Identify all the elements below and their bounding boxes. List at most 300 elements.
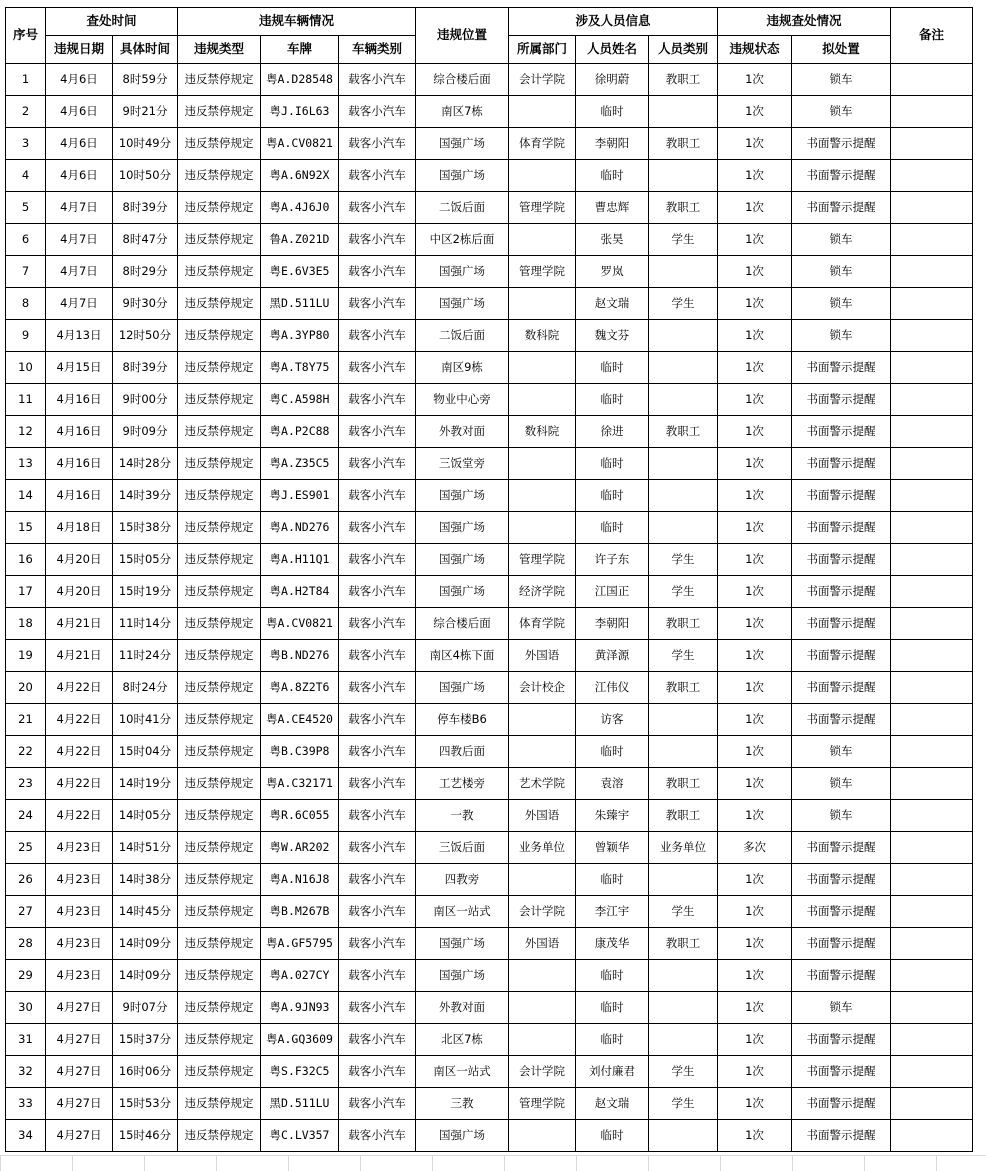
cell-time[interactable]: 10时41分 [113,704,178,736]
cell-person-type[interactable] [649,736,718,768]
cell-type[interactable]: 违反禁停规定 [178,544,261,576]
cell-action[interactable]: 锁车 [792,320,891,352]
cell-seq[interactable]: 18 [6,608,46,640]
cell-action[interactable]: 锁车 [792,736,891,768]
cell-person-type[interactable]: 学生 [649,1088,718,1120]
cell-plate[interactable]: 粤A.9JN93 [261,992,339,1024]
cell-plate[interactable]: 粤A.C32171 [261,768,339,800]
cell-remark[interactable] [891,640,973,672]
cell-location[interactable]: 国强广场 [416,288,509,320]
cell-time[interactable]: 15时53分 [113,1088,178,1120]
cell-remark[interactable] [891,256,973,288]
cell-type[interactable]: 违反禁停规定 [178,864,261,896]
cell-plate[interactable]: 粤A.H2T84 [261,576,339,608]
cell-location[interactable]: 一教 [416,800,509,832]
cell-vehicle-type[interactable]: 载客小汽车 [339,1120,416,1152]
cell-status[interactable]: 1次 [718,128,792,160]
cell-type[interactable]: 违反禁停规定 [178,896,261,928]
cell-name[interactable]: 临时 [576,96,649,128]
cell-remark[interactable] [891,704,973,736]
cell-time[interactable]: 8时39分 [113,192,178,224]
cell-action[interactable]: 书面警示提醒 [792,1088,891,1120]
cell-name[interactable]: 康茂华 [576,928,649,960]
cell-location[interactable]: 三饭堂旁 [416,448,509,480]
cell-plate[interactable]: 粤J.I6L63 [261,96,339,128]
cell-dept[interactable]: 管理学院 [509,192,576,224]
cell-remark[interactable] [891,512,973,544]
cell-time[interactable]: 14时39分 [113,480,178,512]
cell-status[interactable]: 1次 [718,160,792,192]
cell-location[interactable]: 国强广场 [416,160,509,192]
cell-name[interactable]: 临时 [576,384,649,416]
cell-type[interactable]: 违反禁停规定 [178,320,261,352]
cell-person-type[interactable] [649,992,718,1024]
cell-location[interactable]: 国强广场 [416,576,509,608]
cell-time[interactable]: 9时00分 [113,384,178,416]
cell-seq[interactable]: 13 [6,448,46,480]
cell-dept[interactable]: 外国语 [509,800,576,832]
cell-remark[interactable] [891,992,973,1024]
cell-remark[interactable] [891,896,973,928]
cell-action[interactable]: 锁车 [792,64,891,96]
cell-name[interactable]: 袁溶 [576,768,649,800]
cell-person-type[interactable]: 教职工 [649,416,718,448]
cell-person-type[interactable]: 教职工 [649,800,718,832]
cell-time[interactable]: 14时05分 [113,800,178,832]
cell-date[interactable]: 4月23日 [46,832,113,864]
cell-action[interactable]: 书面警示提醒 [792,672,891,704]
cell-location[interactable]: 南区一站式 [416,896,509,928]
cell-location[interactable]: 二饭后面 [416,320,509,352]
cell-seq[interactable]: 11 [6,384,46,416]
cell-plate[interactable]: 粤B.M267B [261,896,339,928]
cell-time[interactable]: 9时07分 [113,992,178,1024]
cell-name[interactable]: 赵文瑞 [576,288,649,320]
cell-action[interactable]: 书面警示提醒 [792,352,891,384]
cell-vehicle-type[interactable]: 载客小汽车 [339,928,416,960]
cell-dept[interactable] [509,288,576,320]
cell-status[interactable]: 多次 [718,832,792,864]
cell-remark[interactable] [891,320,973,352]
cell-remark[interactable] [891,416,973,448]
cell-date[interactable]: 4月22日 [46,736,113,768]
cell-plate[interactable]: 粤A.8Z2T6 [261,672,339,704]
cell-dept[interactable] [509,384,576,416]
cell-seq[interactable]: 15 [6,512,46,544]
cell-seq[interactable]: 6 [6,224,46,256]
cell-name[interactable]: 许子东 [576,544,649,576]
cell-location[interactable]: 三教 [416,1088,509,1120]
cell-location[interactable]: 国强广场 [416,960,509,992]
cell-dept[interactable]: 数科院 [509,320,576,352]
cell-action[interactable]: 书面警示提醒 [792,1024,891,1056]
cell-time[interactable]: 8时24分 [113,672,178,704]
cell-type[interactable]: 违反禁停规定 [178,1056,261,1088]
cell-date[interactable]: 4月6日 [46,160,113,192]
cell-seq[interactable]: 3 [6,128,46,160]
cell-type[interactable]: 违反禁停规定 [178,480,261,512]
cell-person-type[interactable] [649,864,718,896]
cell-plate[interactable]: 粤E.6V3E5 [261,256,339,288]
cell-vehicle-type[interactable]: 载客小汽车 [339,192,416,224]
cell-person-type[interactable]: 学生 [649,544,718,576]
cell-type[interactable]: 违反禁停规定 [178,224,261,256]
cell-plate[interactable]: 粤B.C39P8 [261,736,339,768]
cell-type[interactable]: 违反禁停规定 [178,608,261,640]
cell-dept[interactable]: 会计校企 [509,672,576,704]
cell-date[interactable]: 4月7日 [46,192,113,224]
cell-vehicle-type[interactable]: 载客小汽车 [339,672,416,704]
cell-vehicle-type[interactable]: 载客小汽车 [339,320,416,352]
cell-type[interactable]: 违反禁停规定 [178,768,261,800]
cell-date[interactable]: 4月21日 [46,608,113,640]
cell-name[interactable]: 江国正 [576,576,649,608]
cell-seq[interactable]: 9 [6,320,46,352]
cell-remark[interactable] [891,832,973,864]
cell-plate[interactable]: 鲁A.Z021D [261,224,339,256]
cell-name[interactable]: 临时 [576,864,649,896]
cell-name[interactable]: 黄泽源 [576,640,649,672]
cell-time[interactable]: 8时59分 [113,64,178,96]
cell-action[interactable]: 书面警示提醒 [792,608,891,640]
cell-plate[interactable]: 粤A.CE4520 [261,704,339,736]
cell-time[interactable]: 14时09分 [113,960,178,992]
cell-vehicle-type[interactable]: 载客小汽车 [339,64,416,96]
cell-location[interactable]: 国强广场 [416,928,509,960]
cell-seq[interactable]: 26 [6,864,46,896]
cell-name[interactable]: 魏文芬 [576,320,649,352]
cell-action[interactable]: 书面警示提醒 [792,1120,891,1152]
cell-date[interactable]: 4月13日 [46,320,113,352]
cell-type[interactable]: 违反禁停规定 [178,576,261,608]
cell-status[interactable]: 1次 [718,512,792,544]
cell-location[interactable]: 工艺楼旁 [416,768,509,800]
cell-time[interactable]: 8时39分 [113,352,178,384]
cell-vehicle-type[interactable]: 载客小汽车 [339,480,416,512]
cell-plate[interactable]: 粤A.P2C88 [261,416,339,448]
cell-date[interactable]: 4月16日 [46,416,113,448]
cell-name[interactable]: 临时 [576,1120,649,1152]
cell-name[interactable]: 李朝阳 [576,608,649,640]
cell-action[interactable]: 书面警示提醒 [792,704,891,736]
cell-dept[interactable]: 业务单位 [509,832,576,864]
cell-seq[interactable]: 20 [6,672,46,704]
cell-person-type[interactable]: 业务单位 [649,832,718,864]
cell-person-type[interactable]: 学生 [649,896,718,928]
cell-plate[interactable]: 粤A.CV0821 [261,128,339,160]
cell-person-type[interactable] [649,480,718,512]
cell-type[interactable]: 违反禁停规定 [178,928,261,960]
cell-vehicle-type[interactable]: 载客小汽车 [339,544,416,576]
cell-seq[interactable]: 32 [6,1056,46,1088]
cell-seq[interactable]: 33 [6,1088,46,1120]
cell-vehicle-type[interactable]: 载客小汽车 [339,864,416,896]
cell-location[interactable]: 物业中心旁 [416,384,509,416]
cell-dept[interactable]: 管理学院 [509,256,576,288]
cell-person-type[interactable] [649,352,718,384]
cell-date[interactable]: 4月7日 [46,256,113,288]
cell-remark[interactable] [891,576,973,608]
cell-type[interactable]: 违反禁停规定 [178,1088,261,1120]
cell-date[interactable]: 4月21日 [46,640,113,672]
cell-dept[interactable]: 会计学院 [509,1056,576,1088]
cell-status[interactable]: 1次 [718,480,792,512]
cell-status[interactable]: 1次 [718,576,792,608]
cell-status[interactable]: 1次 [718,608,792,640]
cell-time[interactable]: 11时14分 [113,608,178,640]
cell-remark[interactable] [891,160,973,192]
cell-name[interactable]: 李江宇 [576,896,649,928]
cell-date[interactable]: 4月27日 [46,1120,113,1152]
cell-status[interactable]: 1次 [718,224,792,256]
cell-vehicle-type[interactable]: 载客小汽车 [339,800,416,832]
cell-status[interactable]: 1次 [718,1088,792,1120]
cell-status[interactable]: 1次 [718,320,792,352]
cell-action[interactable]: 锁车 [792,96,891,128]
cell-date[interactable]: 4月22日 [46,768,113,800]
cell-remark[interactable] [891,768,973,800]
cell-person-type[interactable] [649,1024,718,1056]
cell-seq[interactable]: 19 [6,640,46,672]
cell-person-type[interactable]: 学生 [649,1056,718,1088]
cell-status[interactable]: 1次 [718,800,792,832]
cell-name[interactable]: 临时 [576,448,649,480]
cell-seq[interactable]: 1 [6,64,46,96]
cell-seq[interactable]: 10 [6,352,46,384]
cell-person-type[interactable] [649,320,718,352]
cell-time[interactable]: 16时06分 [113,1056,178,1088]
cell-plate[interactable]: 粤B.ND276 [261,640,339,672]
cell-time[interactable]: 15时05分 [113,544,178,576]
cell-action[interactable]: 书面警示提醒 [792,928,891,960]
cell-remark[interactable] [891,864,973,896]
cell-date[interactable]: 4月27日 [46,1024,113,1056]
cell-remark[interactable] [891,544,973,576]
cell-dept[interactable] [509,224,576,256]
cell-date[interactable]: 4月27日 [46,1088,113,1120]
cell-status[interactable]: 1次 [718,704,792,736]
cell-dept[interactable] [509,1024,576,1056]
cell-dept[interactable] [509,160,576,192]
cell-date[interactable]: 4月6日 [46,96,113,128]
cell-vehicle-type[interactable]: 载客小汽车 [339,160,416,192]
cell-dept[interactable]: 经济学院 [509,576,576,608]
cell-plate[interactable]: 粤C.LV357 [261,1120,339,1152]
cell-location[interactable]: 综合楼后面 [416,608,509,640]
cell-person-type[interactable] [649,512,718,544]
cell-person-type[interactable]: 教职工 [649,768,718,800]
cell-action[interactable]: 锁车 [792,288,891,320]
cell-person-type[interactable]: 学生 [649,288,718,320]
cell-status[interactable]: 1次 [718,768,792,800]
cell-date[interactable]: 4月7日 [46,288,113,320]
cell-type[interactable]: 违反禁停规定 [178,640,261,672]
cell-name[interactable]: 曾颖华 [576,832,649,864]
cell-type[interactable]: 违反禁停规定 [178,256,261,288]
cell-plate[interactable]: 粤A.T8Y75 [261,352,339,384]
cell-plate[interactable]: 黑D.511LU [261,1088,339,1120]
cell-vehicle-type[interactable]: 载客小汽车 [339,256,416,288]
cell-location[interactable]: 综合楼后面 [416,64,509,96]
cell-seq[interactable]: 21 [6,704,46,736]
cell-person-type[interactable]: 教职工 [649,192,718,224]
cell-dept[interactable]: 会计学院 [509,64,576,96]
cell-vehicle-type[interactable]: 载客小汽车 [339,640,416,672]
cell-status[interactable]: 1次 [718,1056,792,1088]
cell-person-type[interactable] [649,384,718,416]
cell-remark[interactable] [891,800,973,832]
cell-date[interactable]: 4月23日 [46,928,113,960]
cell-vehicle-type[interactable]: 载客小汽车 [339,512,416,544]
cell-date[interactable]: 4月23日 [46,960,113,992]
cell-time[interactable]: 14时19分 [113,768,178,800]
cell-plate[interactable]: 粤A.H11Q1 [261,544,339,576]
cell-date[interactable]: 4月20日 [46,576,113,608]
cell-type[interactable]: 违反禁停规定 [178,384,261,416]
cell-seq[interactable]: 29 [6,960,46,992]
cell-dept[interactable] [509,960,576,992]
cell-type[interactable]: 违反禁停规定 [178,416,261,448]
cell-vehicle-type[interactable]: 载客小汽车 [339,416,416,448]
cell-status[interactable]: 1次 [718,352,792,384]
cell-time[interactable]: 10时50分 [113,160,178,192]
cell-dept[interactable]: 体育学院 [509,128,576,160]
cell-vehicle-type[interactable]: 载客小汽车 [339,576,416,608]
cell-date[interactable]: 4月16日 [46,448,113,480]
cell-location[interactable]: 南区4栋下面 [416,640,509,672]
cell-remark[interactable] [891,480,973,512]
cell-location[interactable]: 南区9栋 [416,352,509,384]
cell-time[interactable]: 14时28分 [113,448,178,480]
cell-vehicle-type[interactable]: 载客小汽车 [339,352,416,384]
cell-action[interactable]: 书面警示提醒 [792,896,891,928]
cell-dept[interactable] [509,704,576,736]
cell-plate[interactable]: 粤A.027CY [261,960,339,992]
cell-remark[interactable] [891,448,973,480]
cell-vehicle-type[interactable]: 载客小汽车 [339,224,416,256]
cell-type[interactable]: 违反禁停规定 [178,960,261,992]
cell-status[interactable]: 1次 [718,960,792,992]
cell-seq[interactable]: 31 [6,1024,46,1056]
cell-status[interactable]: 1次 [718,64,792,96]
cell-time[interactable]: 8时29分 [113,256,178,288]
cell-seq[interactable]: 28 [6,928,46,960]
cell-dept[interactable]: 管理学院 [509,544,576,576]
cell-person-type[interactable] [649,960,718,992]
cell-type[interactable]: 违反禁停规定 [178,352,261,384]
cell-location[interactable]: 国强广场 [416,672,509,704]
cell-remark[interactable] [891,1056,973,1088]
cell-name[interactable]: 张昊 [576,224,649,256]
cell-dept[interactable] [509,736,576,768]
cell-seq[interactable]: 24 [6,800,46,832]
cell-dept[interactable] [509,352,576,384]
cell-seq[interactable]: 7 [6,256,46,288]
cell-vehicle-type[interactable]: 载客小汽车 [339,96,416,128]
cell-type[interactable]: 违反禁停规定 [178,832,261,864]
cell-person-type[interactable] [649,704,718,736]
cell-vehicle-type[interactable]: 载客小汽车 [339,960,416,992]
cell-location[interactable]: 中区2栋后面 [416,224,509,256]
cell-vehicle-type[interactable]: 载客小汽车 [339,1088,416,1120]
cell-remark[interactable] [891,288,973,320]
cell-date[interactable]: 4月18日 [46,512,113,544]
cell-name[interactable]: 临时 [576,992,649,1024]
cell-location[interactable]: 南区7栋 [416,96,509,128]
cell-action[interactable]: 书面警示提醒 [792,960,891,992]
cell-date[interactable]: 4月20日 [46,544,113,576]
cell-time[interactable]: 15时38分 [113,512,178,544]
cell-person-type[interactable]: 教职工 [649,928,718,960]
cell-dept[interactable]: 数科院 [509,416,576,448]
cell-vehicle-type[interactable]: 载客小汽车 [339,896,416,928]
cell-status[interactable]: 1次 [718,864,792,896]
cell-type[interactable]: 违反禁停规定 [178,800,261,832]
cell-status[interactable]: 1次 [718,928,792,960]
cell-remark[interactable] [891,1024,973,1056]
cell-dept[interactable]: 体育学院 [509,608,576,640]
cell-type[interactable]: 违反禁停规定 [178,448,261,480]
cell-seq[interactable]: 12 [6,416,46,448]
cell-plate[interactable]: 粤A.6N92X [261,160,339,192]
cell-name[interactable]: 徐明蔚 [576,64,649,96]
cell-time[interactable]: 14时51分 [113,832,178,864]
cell-type[interactable]: 违反禁停规定 [178,96,261,128]
cell-location[interactable]: 二饭后面 [416,192,509,224]
cell-dept[interactable]: 外国语 [509,640,576,672]
cell-name[interactable]: 临时 [576,512,649,544]
cell-location[interactable]: 停车楼B6 [416,704,509,736]
cell-type[interactable]: 违反禁停规定 [178,192,261,224]
cell-type[interactable]: 违反禁停规定 [178,128,261,160]
cell-plate[interactable]: 粤A.GF5795 [261,928,339,960]
cell-name[interactable]: 曹忠辉 [576,192,649,224]
cell-plate[interactable]: 粤A.ND276 [261,512,339,544]
cell-action[interactable]: 书面警示提醒 [792,832,891,864]
cell-remark[interactable] [891,352,973,384]
cell-time[interactable]: 11时24分 [113,640,178,672]
cell-name[interactable]: 李朝阳 [576,128,649,160]
cell-status[interactable]: 1次 [718,416,792,448]
cell-vehicle-type[interactable]: 载客小汽车 [339,384,416,416]
cell-location[interactable]: 四教旁 [416,864,509,896]
cell-location[interactable]: 国强广场 [416,512,509,544]
cell-status[interactable]: 1次 [718,96,792,128]
cell-date[interactable]: 4月27日 [46,1056,113,1088]
cell-remark[interactable] [891,608,973,640]
cell-remark[interactable] [891,928,973,960]
cell-vehicle-type[interactable]: 载客小汽车 [339,608,416,640]
cell-action[interactable]: 锁车 [792,800,891,832]
cell-dept[interactable]: 外国语 [509,928,576,960]
cell-person-type[interactable]: 教职工 [649,608,718,640]
cell-status[interactable]: 1次 [718,736,792,768]
cell-status[interactable]: 1次 [718,1120,792,1152]
cell-action[interactable]: 书面警示提醒 [792,128,891,160]
cell-name[interactable]: 临时 [576,736,649,768]
cell-person-type[interactable]: 学生 [649,224,718,256]
cell-name[interactable]: 临时 [576,160,649,192]
cell-status[interactable]: 1次 [718,384,792,416]
cell-status[interactable]: 1次 [718,544,792,576]
cell-location[interactable]: 国强广场 [416,1120,509,1152]
cell-action[interactable]: 书面警示提醒 [792,192,891,224]
cell-plate[interactable]: 粤J.ES901 [261,480,339,512]
cell-action[interactable]: 书面警示提醒 [792,480,891,512]
cell-time[interactable]: 10时49分 [113,128,178,160]
cell-date[interactable]: 4月16日 [46,384,113,416]
cell-action[interactable]: 书面警示提醒 [792,544,891,576]
